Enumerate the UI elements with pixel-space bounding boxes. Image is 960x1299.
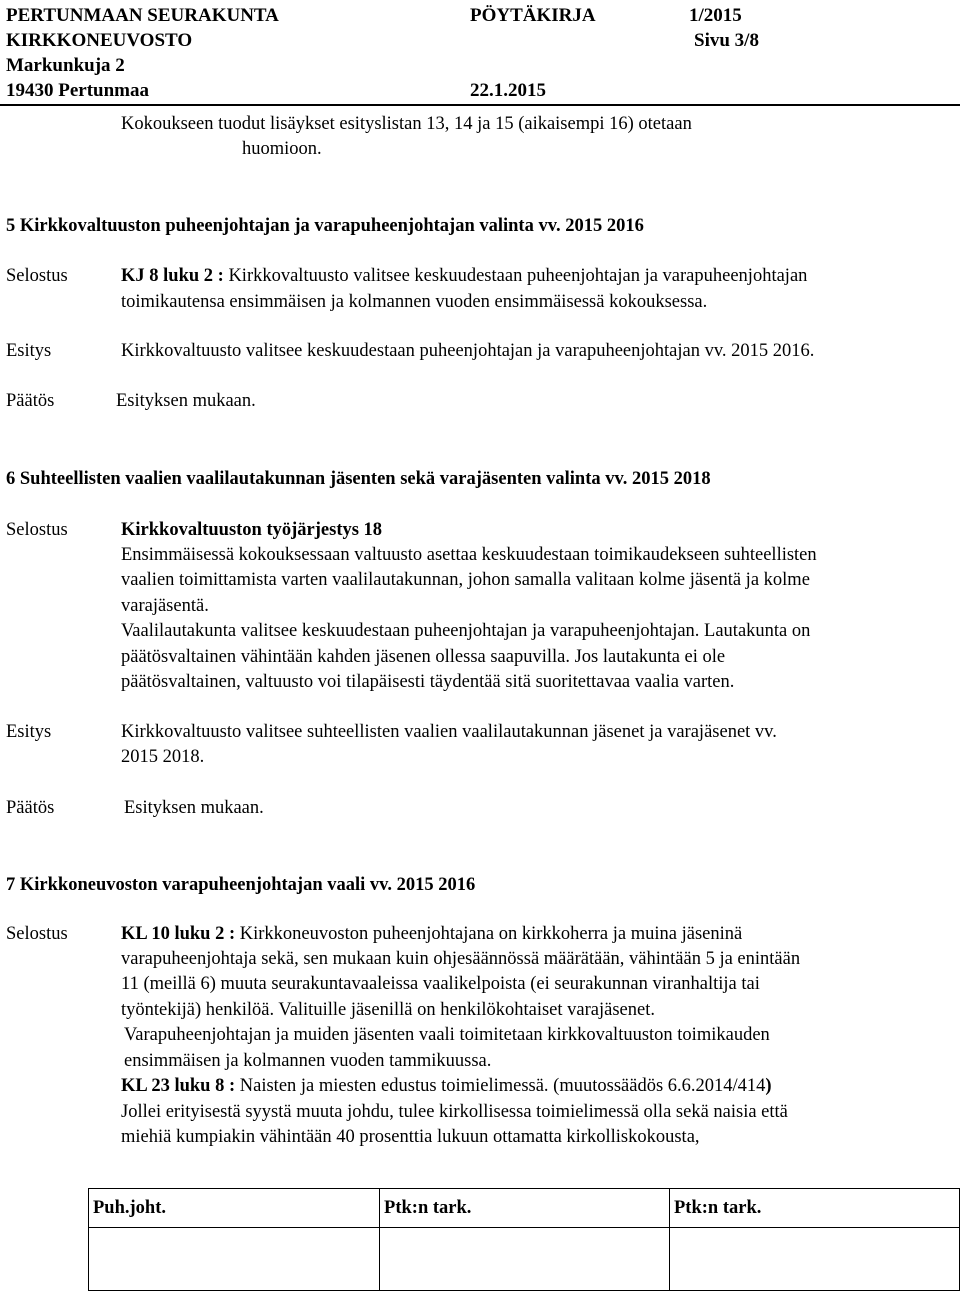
s6-selostus-heading: Kirkkovaltuuston työjärjestys 18 xyxy=(121,520,383,540)
s7-line-4: työntekijä) henkilöä. Valituille jäsenillä on henkilökohtaiset varajäsenet. xyxy=(121,1000,655,1020)
s5-esitys-text: Kirkkovaltuusto valitsee keskuudestaan puheenjohtajan ja varapuheenjohtajan vv. 2015 2016. xyxy=(121,341,815,361)
s6-esitys-label: Esitys xyxy=(6,722,52,742)
s5-selostus-line-1 xyxy=(121,264,807,290)
page-number: Sivu 3/8 xyxy=(694,30,759,51)
s6-paatos-text: Esityksen mukaan. xyxy=(124,798,264,818)
signature-checker-2-field xyxy=(670,1228,960,1291)
section-6-title: 6 Suhteellisten vaalien vaalilautakunnan jäsenten sekä varajäsenten valinta vv. 2015 2018 xyxy=(6,469,711,489)
signature-checker-1-label: Ptk:n tark. xyxy=(380,1189,670,1228)
org-name: PERTUNMAAN SEURAKUNTA xyxy=(6,5,279,26)
meeting-date: 22.1.2015 xyxy=(470,80,546,101)
section-5-title: 5 Kirkkovaltuuston puheenjohtajan ja varapuheenjohtajan valinta vv. 2015 2016 xyxy=(6,216,644,236)
signature-checker-1-field xyxy=(380,1228,670,1291)
header-rule xyxy=(0,104,960,106)
s7-line-7-close: ) xyxy=(765,1076,772,1096)
s6-line-1: Ensimmäisessä kokouksessaan valtuusto asettaa keskuudestaan toimikaudekseen suhteellisten xyxy=(121,545,817,565)
doc-number: 1/2015 xyxy=(689,5,742,26)
s7-line-3: 11 (meillä 6) muuta seurakuntavaaleissa vaalikelpoista (ei seurakunnan viranhaltija tai xyxy=(121,974,760,994)
s7-kl23-ref: KL 23 luku 8 : xyxy=(121,1076,236,1096)
signature-checker-2-label: Ptk:n tark. xyxy=(670,1189,960,1228)
street-address: Markunkuja 2 xyxy=(6,55,125,76)
s6-line-6: päätösvaltainen, valtuusto voi tilapäisesti täydentää sitä suoritettavaa vaalia varten. xyxy=(121,672,735,692)
s5-esitys-label: Esitys xyxy=(6,341,52,361)
s7-line-1 xyxy=(121,922,742,948)
section-7-title: 7 Kirkkoneuvoston varapuheenjohtajan vaali vv. 2015 2016 xyxy=(6,875,476,895)
s7-line-9: miehiä kumpiakin vähintään 40 prosenttia lukuun ottamatta kirkolliskokousta, xyxy=(121,1127,700,1147)
s6-selostus-label: Selostus xyxy=(6,520,68,540)
s7-kl10-ref: KL 10 luku 2 : xyxy=(121,924,236,944)
signature-chair-field xyxy=(89,1228,380,1291)
s6-line-3: varajäsentä. xyxy=(121,596,209,616)
s6-paatos-label: Päätös xyxy=(6,798,55,818)
signature-chair-label: Puh.joht. xyxy=(89,1189,380,1228)
s5-selostus-text-1: Kirkkovaltuusto valitsee keskuudestaan puheenjohtajan ja varapuheenjohtajan xyxy=(223,266,808,286)
s5-paatos-label: Päätös xyxy=(6,391,55,411)
s5-selostus-label: Selostus xyxy=(6,266,68,286)
s5-paatos-text: Esityksen mukaan. xyxy=(116,391,256,411)
s7-line-1-text: Kirkkoneuvoston puheenjohtajana on kirkkoherra ja muina jäseninä xyxy=(235,924,743,944)
s7-line-7 xyxy=(121,1074,772,1100)
s6-esitys-line-2: 2015 2018. xyxy=(121,747,205,767)
s7-selostus-label: Selostus xyxy=(6,924,68,944)
s6-line-5: päätösvaltainen vähintään kahden jäsenen ollessa saapuvilla. Jos lautakunta ei ole xyxy=(121,647,726,667)
signature-table xyxy=(88,1188,960,1291)
body-name: KIRKKONEUVOSTO xyxy=(6,30,193,51)
s5-legal-ref: KJ 8 luku 2 : xyxy=(121,266,224,286)
s5-selostus-line-2: toimikautensa ensimmäisen ja kolmannen vuoden ensimmäisessä kokouksessa. xyxy=(121,292,708,312)
doc-type: PÖYTÄKIRJA xyxy=(470,5,596,26)
s6-line-2: vaalien toimittamista varten vaalilautakunnan, johon samalla valitaan kolme jäsentä ja kolme xyxy=(121,570,810,590)
intro-line-1: Kokoukseen tuodut lisäykset esityslistan 13, 14 ja 15 (aikaisempi 16) otetaan xyxy=(121,114,692,134)
intro-line-2: huomioon. xyxy=(242,139,322,159)
s7-line-2: varapuheenjohtaja sekä, sen mukaan kuin ohjesäännössä määrätään, vähintään 5 ja enintään xyxy=(121,949,801,969)
s7-line-5: Varapuheenjohtajan ja muiden jäsenten vaali toimitetaan kirkkovaltuuston toimikauden xyxy=(124,1025,770,1045)
s6-line-4: Vaalilautakunta valitsee keskuudestaan puheenjohtajan ja varapuheenjohtajan. Lautakunta on xyxy=(121,621,811,641)
s6-esitys-line-1: Kirkkovaltuusto valitsee suhteellisten vaalien vaalilautakunnan jäsenet ja varajäsenet vv. xyxy=(121,722,777,742)
city-address: 19430 Pertunmaa xyxy=(6,80,150,101)
s7-line-6: ensimmäisen ja kolmannen vuoden tammikuussa. xyxy=(124,1051,492,1071)
s7-line-8: Jollei erityisestä syystä muuta johdu, tulee kirkollisessa toimielimessä olla sekä naisia että xyxy=(121,1102,788,1122)
s7-line-7-text: Naisten ja miesten edustus toimielimessä. (muutossäädös 6.6.2014/414 xyxy=(235,1076,766,1096)
